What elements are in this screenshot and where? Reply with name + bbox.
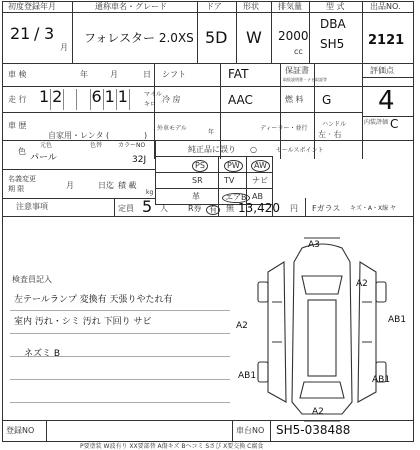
first-reg-month: 3 [44, 24, 55, 43]
rename-label: 名義変更期 限 [8, 175, 36, 193]
option-tv: TV [224, 176, 235, 185]
recycle-present: 有 [206, 205, 220, 215]
interior-label: 内装評価 [364, 119, 389, 126]
rename-month: 月 [66, 181, 74, 190]
shape-label: 形状 [243, 2, 259, 11]
interior-value: C [390, 117, 399, 131]
shift-value: FAT [228, 67, 249, 81]
inspection-month: 月 [110, 70, 118, 79]
shape-value: W [246, 28, 262, 47]
car-damage-diagram [232, 232, 412, 422]
option-ps: PS [192, 160, 208, 172]
option-leather: 革 [192, 192, 200, 201]
car-name-value: フォレスター 2.0XS [84, 31, 194, 45]
glass-marks: キズ・A・X線 ヤ [350, 205, 397, 212]
glass-label: Fガラス [312, 204, 341, 213]
options-circle: ○ [250, 145, 257, 154]
mileage-digit: 1 [117, 89, 130, 110]
mileage-digit: 6 [91, 89, 104, 110]
lot-no-label: 出品NO. [370, 2, 401, 11]
mileage-digit: 1 [38, 89, 51, 110]
history-label: 車 歴 [8, 121, 27, 130]
color-no-label: カラーNO [118, 142, 146, 149]
chassis-value: SH5-038488 [276, 423, 351, 437]
door-label: ドア [206, 2, 222, 11]
inspection-label: 車 検 [8, 70, 27, 79]
ac-value: AAC [228, 93, 253, 107]
color-label: 色 [18, 147, 26, 156]
inspector-note-1: 左テールランプ 変換有 天張りやたれ有 [14, 295, 173, 305]
inspector-label: 検査員記入 [12, 275, 52, 284]
history-close: ) [144, 131, 148, 140]
mileage-digit [64, 89, 77, 110]
displacement-label: 排気量 [278, 2, 302, 11]
color-no-value: 32J [132, 155, 147, 165]
grade-label: 評価点 [370, 66, 394, 75]
handle-value: 左 · 右 [318, 130, 342, 139]
options-label: 純正品に誤り [188, 145, 236, 154]
ext-model-label: 外車モデル [157, 125, 187, 132]
displacement-unit: cc [294, 47, 303, 56]
first-reg-label: 初度登録年月 [8, 2, 56, 11]
mileage-digit [130, 89, 142, 110]
damage-mark-a2-rear: A2 [312, 407, 324, 417]
model-prefix: DBA [320, 17, 346, 31]
inspector-note-2: 室内 汚れ・シミ 汚れ 下回り サビ [14, 317, 152, 327]
capacity-label: 定員 [118, 204, 134, 213]
displacement-value: 2000 [278, 29, 309, 43]
inspector-note-3: ネズミ B [24, 349, 61, 359]
damage-mark-a2-left: A2 [236, 321, 248, 331]
option-navi: ナビ [252, 176, 268, 185]
model-code: SH5 [320, 37, 345, 51]
recycle-label: R券 [188, 204, 202, 213]
load-label: 積 載 [118, 181, 137, 190]
warranty-label: 保証書 [285, 66, 309, 75]
dealer-label: ディーラー・並行 [260, 125, 308, 132]
damage-mark-ab1-rear: AB1 [372, 375, 391, 385]
recycle-unit: 円 [290, 204, 298, 213]
mileage-digit: 2 [51, 89, 64, 110]
history-options: 自家用・レンタ ( [48, 131, 110, 140]
handle-label: ハンドル [322, 121, 347, 128]
ext-year: 年 [208, 129, 215, 136]
car-name-label: 通称車名・グレード [95, 2, 167, 11]
recycle-none: 無 [226, 204, 234, 213]
damage-mark-ab1-left: AB1 [238, 371, 257, 381]
inspection-day: 日 [143, 70, 151, 79]
mileage-label: 走 行 [8, 95, 27, 104]
option-ab-extra: AB [252, 192, 263, 201]
option-aw: AW [251, 160, 270, 172]
changed-color-label: 色替 [90, 142, 103, 149]
rename-day: 日迄 [98, 181, 114, 190]
mileage-digit: 1 [104, 89, 117, 110]
ac-label: 冷 房 [162, 95, 181, 104]
first-reg-year: 21 [10, 24, 31, 43]
warranty-sub: 取扱説明書・ナビ取説等 [283, 77, 327, 82]
damage-mark-a3: A3 [308, 240, 320, 250]
recycle-amount: 13,420 [238, 201, 280, 215]
option-sr: SR [192, 176, 203, 185]
lot-no-value: 2121 [368, 33, 405, 48]
option-pw: PW [224, 160, 243, 172]
fuel-value: G [322, 93, 332, 107]
damage-mark-ab1-right: AB1 [388, 315, 407, 325]
color-value: パール [30, 153, 57, 163]
km-unit: キロ [144, 101, 157, 108]
chassis-label: 車台NO [236, 426, 265, 435]
original-color-label: 元色 [40, 142, 53, 149]
mileage-digits [38, 89, 142, 110]
load-unit: kg [146, 189, 154, 196]
selling-points-label: セールスポイント [276, 147, 324, 154]
fuel-label: 燃 料 [285, 95, 304, 104]
reg-no-label: 登録NO [6, 426, 35, 435]
auction-sheet: 初度登録年月 通称車名・グレード ドア 形状 排気量 型 式 出品NO. 21 / 3 月 フォレスター 2.0XS 5D W 2000 cc DBA SH5 2121 車 検 年 月 日 シフト FAT 保証書 取扱説明書・ナビ取説等 評価点 4 走 行 1 2 6 1 1 マイル キロ 冷 房 AAC 燃 料 G 内装評価 C 車 歴 自家用・レンタ ( ) 外車モデル 年 ディーラー・並行 ハンドル 左 · 右 色 元色 色替 カラーNO パール 32J 純正品に誤り ○ セールスポイント PS PW AW SR TV ナビ 革 エアB AB 名義変更期 限 月 日迄 積 載 kg 注意事項 定員 5 人 R券 有 無 13,420 円 Fガラス キズ・A・X線 ヤ 検査員記入 左テールランプ 変換有 天張りやたれ有 室内 汚れ・シミ 汚れ 下回り サビ ネズミ B A3 A2 A2 AB1 AB1 AB1 A2 登録NO 車台NO SH5-038488 P要塗装 W波有り XX要部替 A傷キズ Bヘコミ Sさび X要交換 C腐食 [0, 0, 420, 450]
shift-label: シフト [162, 70, 186, 79]
damage-mark-a2-right: A2 [356, 279, 368, 289]
month-unit: 月 [60, 43, 68, 52]
legend-text: P要塗装 W波有り XX要部替 A傷キズ Bヘコミ Sさび X要交換 C腐食 [80, 443, 264, 450]
grade-value: 4 [378, 86, 395, 116]
mileage-digit [77, 89, 90, 110]
option-ab: エアB [222, 193, 250, 203]
door-value: 5D [205, 28, 228, 47]
model-label: 型 式 [326, 2, 345, 11]
capacity-unit: 人 [160, 204, 168, 213]
capacity-value: 5 [142, 197, 153, 216]
inspection-year: 年 [80, 70, 88, 79]
mile-unit: マイル [144, 91, 162, 98]
notes-label: 注意事項 [16, 202, 48, 211]
